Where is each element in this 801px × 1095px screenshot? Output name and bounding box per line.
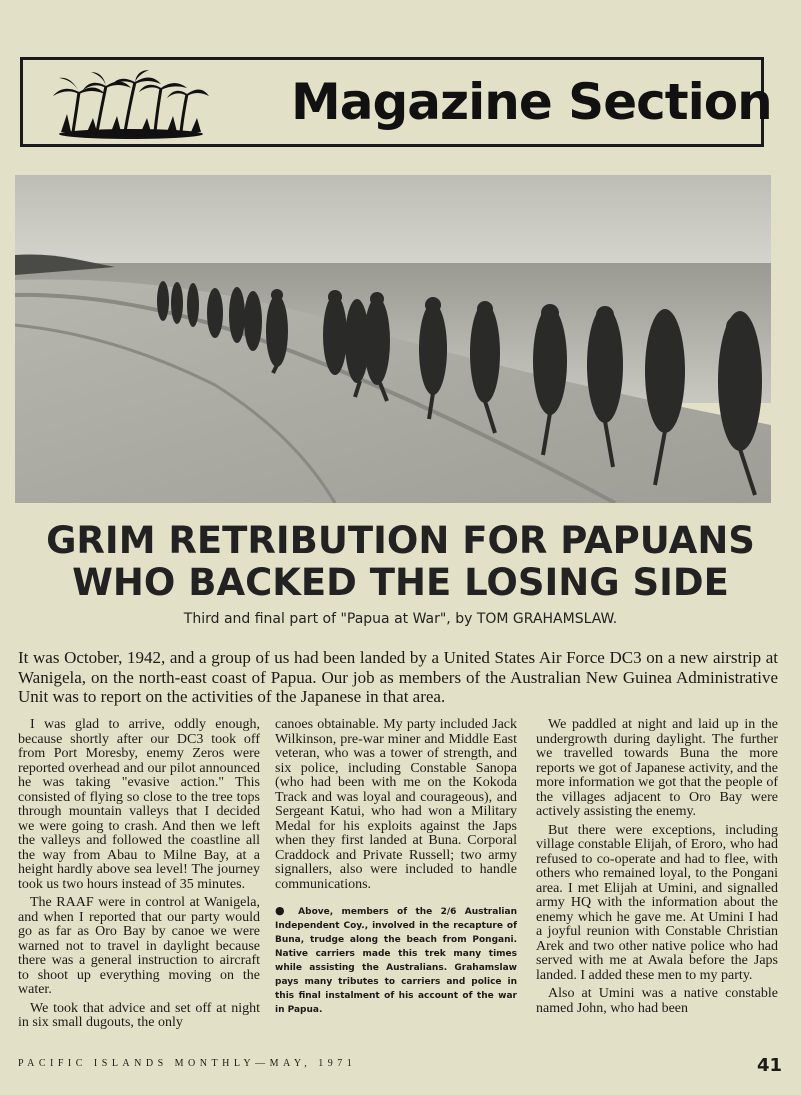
headline-line-2: WHO BACKED THE LOSING SIDE xyxy=(72,561,729,604)
paragraph: The RAAF were in control at Wanigela, and when I reported that our party would go as far as Oro Bay by canoe we were warned not to travel in daylight because there was a general instruction to aircraft to shoot up everything moving on the water. xyxy=(18,895,260,997)
caption-bullet-icon: ● xyxy=(275,904,290,917)
paragraph: Also at Umini was a native constable named John, who had been xyxy=(536,986,778,1016)
section-title: Magazine Section xyxy=(291,73,772,131)
article-column-2 xyxy=(275,718,517,1017)
article-byline: Third and final part of "Papua at War", by TOM GRAHAMSLAW. xyxy=(183,611,618,627)
publication-line: PACIFIC ISLANDS MONTHLY—MAY, 1971 xyxy=(18,1058,357,1069)
article-column-3 xyxy=(536,718,778,1020)
paragraph: But there were exceptions, including village constable Elijah, of Eroro, who had refused to co-operate and had to flee, with others who remained loyal, to the Pongani area. I met Elijah at Umini, and signalled army HQ with the information about the enemy which he gave me. At Umini I had a joyful reunion with Constable Christian Arek and two other native police who had served with me at Awala before the Japs landed. I added these men to my party. xyxy=(536,822,778,983)
masthead-banner xyxy=(20,57,772,147)
article-intro: It was October, 1942, and a group of us had been landed by a United States Air Force DC3 on a new airstrip at Wanigela, on the north-east coast of Papua. Our job as members of the Australian New Guinea Administrative Unit was to report on the activities of the Japanese in that area. xyxy=(18,648,778,706)
article-column-1 xyxy=(18,718,260,1035)
page-footer xyxy=(18,1055,788,1079)
paragraph: We paddled at night and laid up in the undergrowth during daylight. The further we travelled towards Buna the more reports we got of Japanese activity, and the more information we got that the people of the villages adjacent to Oro Bay were actively assisting the enemy. xyxy=(536,717,778,819)
paragraph: I was glad to arrive, oddly enough, because shortly after our DC3 took off from Port Moresby, enemy Zeros were reported overhead and our pilot announced he was taking "evasive action." This consisted of flying so close to the tree tops through mountain valleys that I decided we were going to crash. And then we left the valleys and followed the coastline all the way from Abau to Milne Bay, at a height hardly above sea level! The journey took us two hours instead of 35 minutes. xyxy=(18,717,260,892)
soldiers-beach-photo xyxy=(15,175,771,503)
photo-caption xyxy=(275,904,517,1017)
paragraph: We took that advice and set off at night in six small dugouts, the only xyxy=(18,1000,260,1030)
paragraph: canoes obtainable. My party included Jack Wilkinson, pre-war miner and Middle East veteran, who was a tower of strength, and six police, including Constable Sanopa (who had been with me on the Kokoda Track and was loyal and courageous), and Sergeant Katui, who had won a Military Medal for his exploits against the Japs when they first landed at Buna. Corporal Craddock and Private Russell; two army signallers, also were included to handle communications. xyxy=(275,717,517,892)
page-number: 41 xyxy=(756,1055,782,1076)
article-headline xyxy=(0,520,801,604)
headline-line-1: GRIM RETRIBUTION FOR PAPUANS xyxy=(46,519,755,562)
palm-trees-logo xyxy=(51,68,211,140)
caption-text: Above, members of the 2/6 Australian Independent Coy., involved in the recapture of Buna, trudge along the beach from Pongani. Native carriers made this trek many times while assisting the Australians. Grahamslaw pays many tributes to carriers and police in this final instalment of his account of the war in Papua. xyxy=(275,907,517,1015)
